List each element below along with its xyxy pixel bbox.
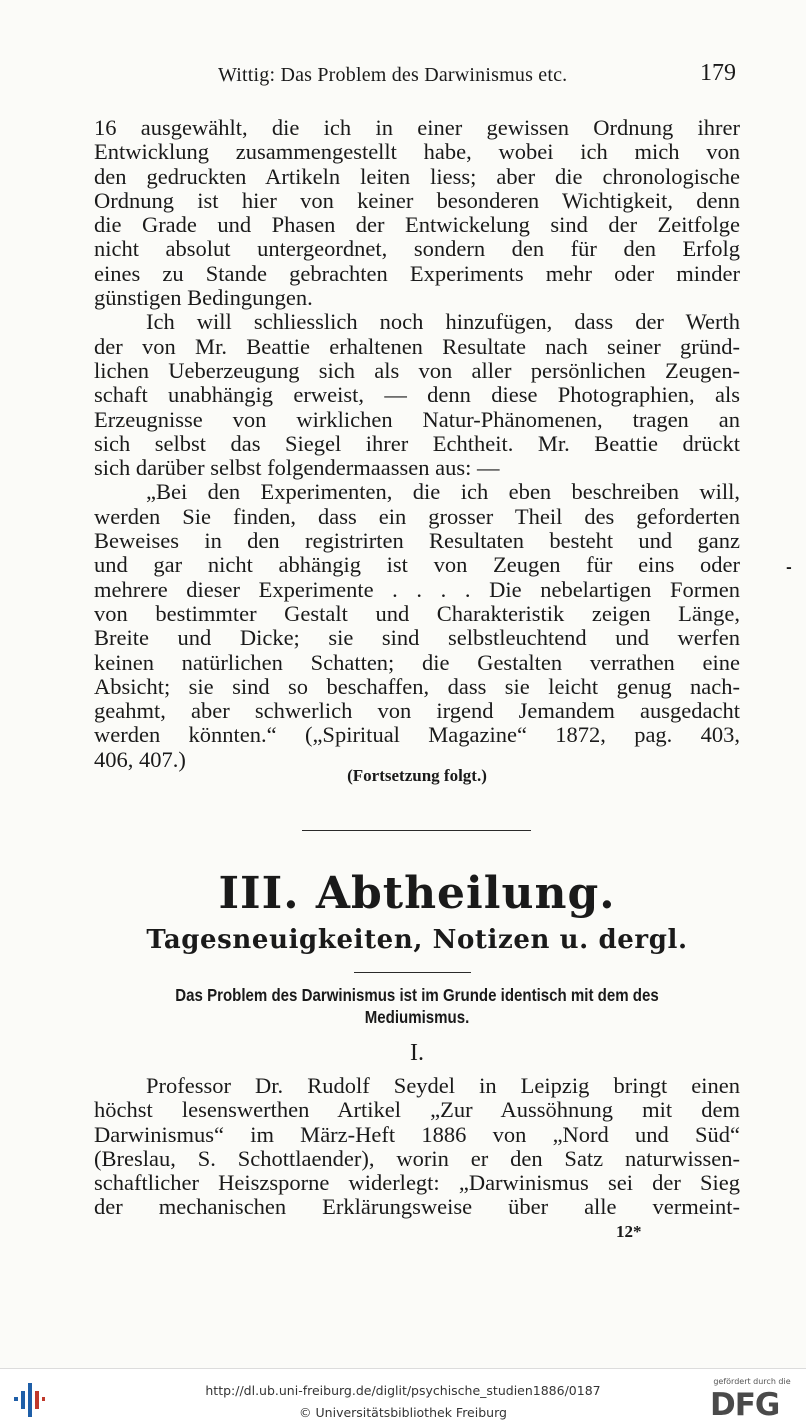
margin-mark: - <box>786 560 792 576</box>
dfg-logo: DFG <box>710 1387 780 1423</box>
article-text-line: schaftlicher Heiszsporne widerlegt: „Darwinismus sei der Sieg <box>94 1171 740 1196</box>
text-line: lichen Ueberzeugung sich als von aller persönlichen Zeugen- <box>94 358 740 383</box>
article-text-line: der mechanischen Erklärungsweise über alle vermeint- <box>94 1195 740 1220</box>
text-line: 16 ausgewählt, die ich in einer gewissen Ordnung ihrer <box>94 116 740 140</box>
article-part-number: I. <box>410 1040 424 1066</box>
section-subheading: Tagesneuigkeiten, Notizen u. dergl. <box>146 925 688 955</box>
text-line: 406, 407.) <box>94 747 186 772</box>
source-url-link[interactable]: http://dl.ub.uni-freiburg.de/diglit/psychische_studien1886/0187 <box>205 1383 601 1398</box>
text-line: und gar nicht abhängig ist von Zeugen für eins oder <box>94 553 740 578</box>
text-line: Absicht; sie sind so beschaffen, dass sie leicht genug nach- <box>94 674 740 699</box>
text-line: Erzeugnisse von wirklichen Natur-Phänomenen, tragen an <box>94 407 740 432</box>
text-line: Breite und Dicke; sie sind selbstleuchtend und werfen <box>94 626 740 651</box>
text-line: Ich will schliesslich noch hinzufügen, dass der Werth <box>146 310 740 335</box>
text-line: eines zu Stande gebrachten Experiments mehr oder minder <box>94 261 740 286</box>
text-line: werden Sie finden, dass ein grosser Theil des geforderten <box>94 504 740 529</box>
text-line: Beweises in den registrirten Resultaten besteht und ganz <box>94 529 740 554</box>
article-text-line: höchst lesenswerthen Artikel „Zur Aussöhnung mit dem <box>94 1098 740 1123</box>
text-line: den gedruckten Artikeln leiten liess; aber die chronologische <box>94 164 740 189</box>
article-text-line: Darwinismus“ im März-Heft 1886 von „Nord und Süd“ <box>94 1122 740 1147</box>
signature-mark: 12* <box>616 1222 642 1241</box>
text-line: nicht absolut untergeordnet, sondern den für den Erfolg <box>94 237 740 262</box>
dfg-caption: gefördert durch die <box>713 1377 791 1386</box>
text-line: Ordnung ist hier von keiner besonderen Wichtigkeit, denn <box>94 188 740 213</box>
article-title <box>139 984 695 1028</box>
text-line: mehrere dieser Experimente . . . . Die nebelartigen Formen <box>94 577 740 602</box>
subheading-divider <box>354 972 471 973</box>
text-line: sich darüber selbst folgendermaassen aus: — <box>94 456 500 481</box>
text-line: von bestimmter Gestalt und Charakteristik zeigen Länge, <box>94 601 740 626</box>
article-title-line: Mediumismus. <box>364 1007 470 1027</box>
page-number: 179 <box>700 60 736 86</box>
text-line: „Bei den Experimenten, die ich eben beschreiben will, <box>146 480 740 505</box>
article-title-line: Das Problem des Darwinismus ist im Grunde identisch mit dem des <box>175 985 659 1005</box>
running-title: Wittig: Das Problem des Darwinismus etc. <box>218 64 568 86</box>
section-heading: III. Abtheilung. <box>218 868 616 919</box>
text-line: der von Mr. Beattie erhaltenen Resultate nach seiner gründ- <box>94 334 740 359</box>
section-divider <box>302 830 531 831</box>
copyright-text: © Universitätsbibliothek Freiburg <box>299 1405 507 1420</box>
text-line: die Grade und Phasen der Entwickelung sind der Zeitfolge <box>94 213 740 238</box>
page-header <box>96 60 742 92</box>
text-line: sich selbst das Siegel ihrer Echtheit. Mr. Beattie drückt <box>94 431 740 456</box>
viewer-footer <box>0 1368 806 1427</box>
text-line: werden könnten.“ („Spiritual Magazine“ 1872, pag. 403, <box>94 723 740 748</box>
continuation-note: (Fortsetzung folgt.) <box>347 766 487 785</box>
text-line: schaft unabhängig erweist, — denn diese Photographien, als <box>94 383 740 408</box>
text-line: geahmt, aber schwerlich von irgend Jemandem ausgedacht <box>94 699 740 724</box>
article-body <box>94 1074 740 1220</box>
text-line: günstigen Bedingungen. <box>94 286 313 311</box>
body-text <box>94 116 740 772</box>
article-text-line: Professor Dr. Rudolf Seydel in Leipzig bringt einen <box>146 1074 740 1098</box>
text-line: keinen natürlichen Schatten; die Gestalten verrathen eine <box>94 650 740 675</box>
text-line: Entwicklung zusammengestellt habe, wobei ich mich von <box>94 140 740 165</box>
article-text-line: (Breslau, S. Schottlaender), worin er den Satz naturwissen- <box>94 1146 740 1171</box>
